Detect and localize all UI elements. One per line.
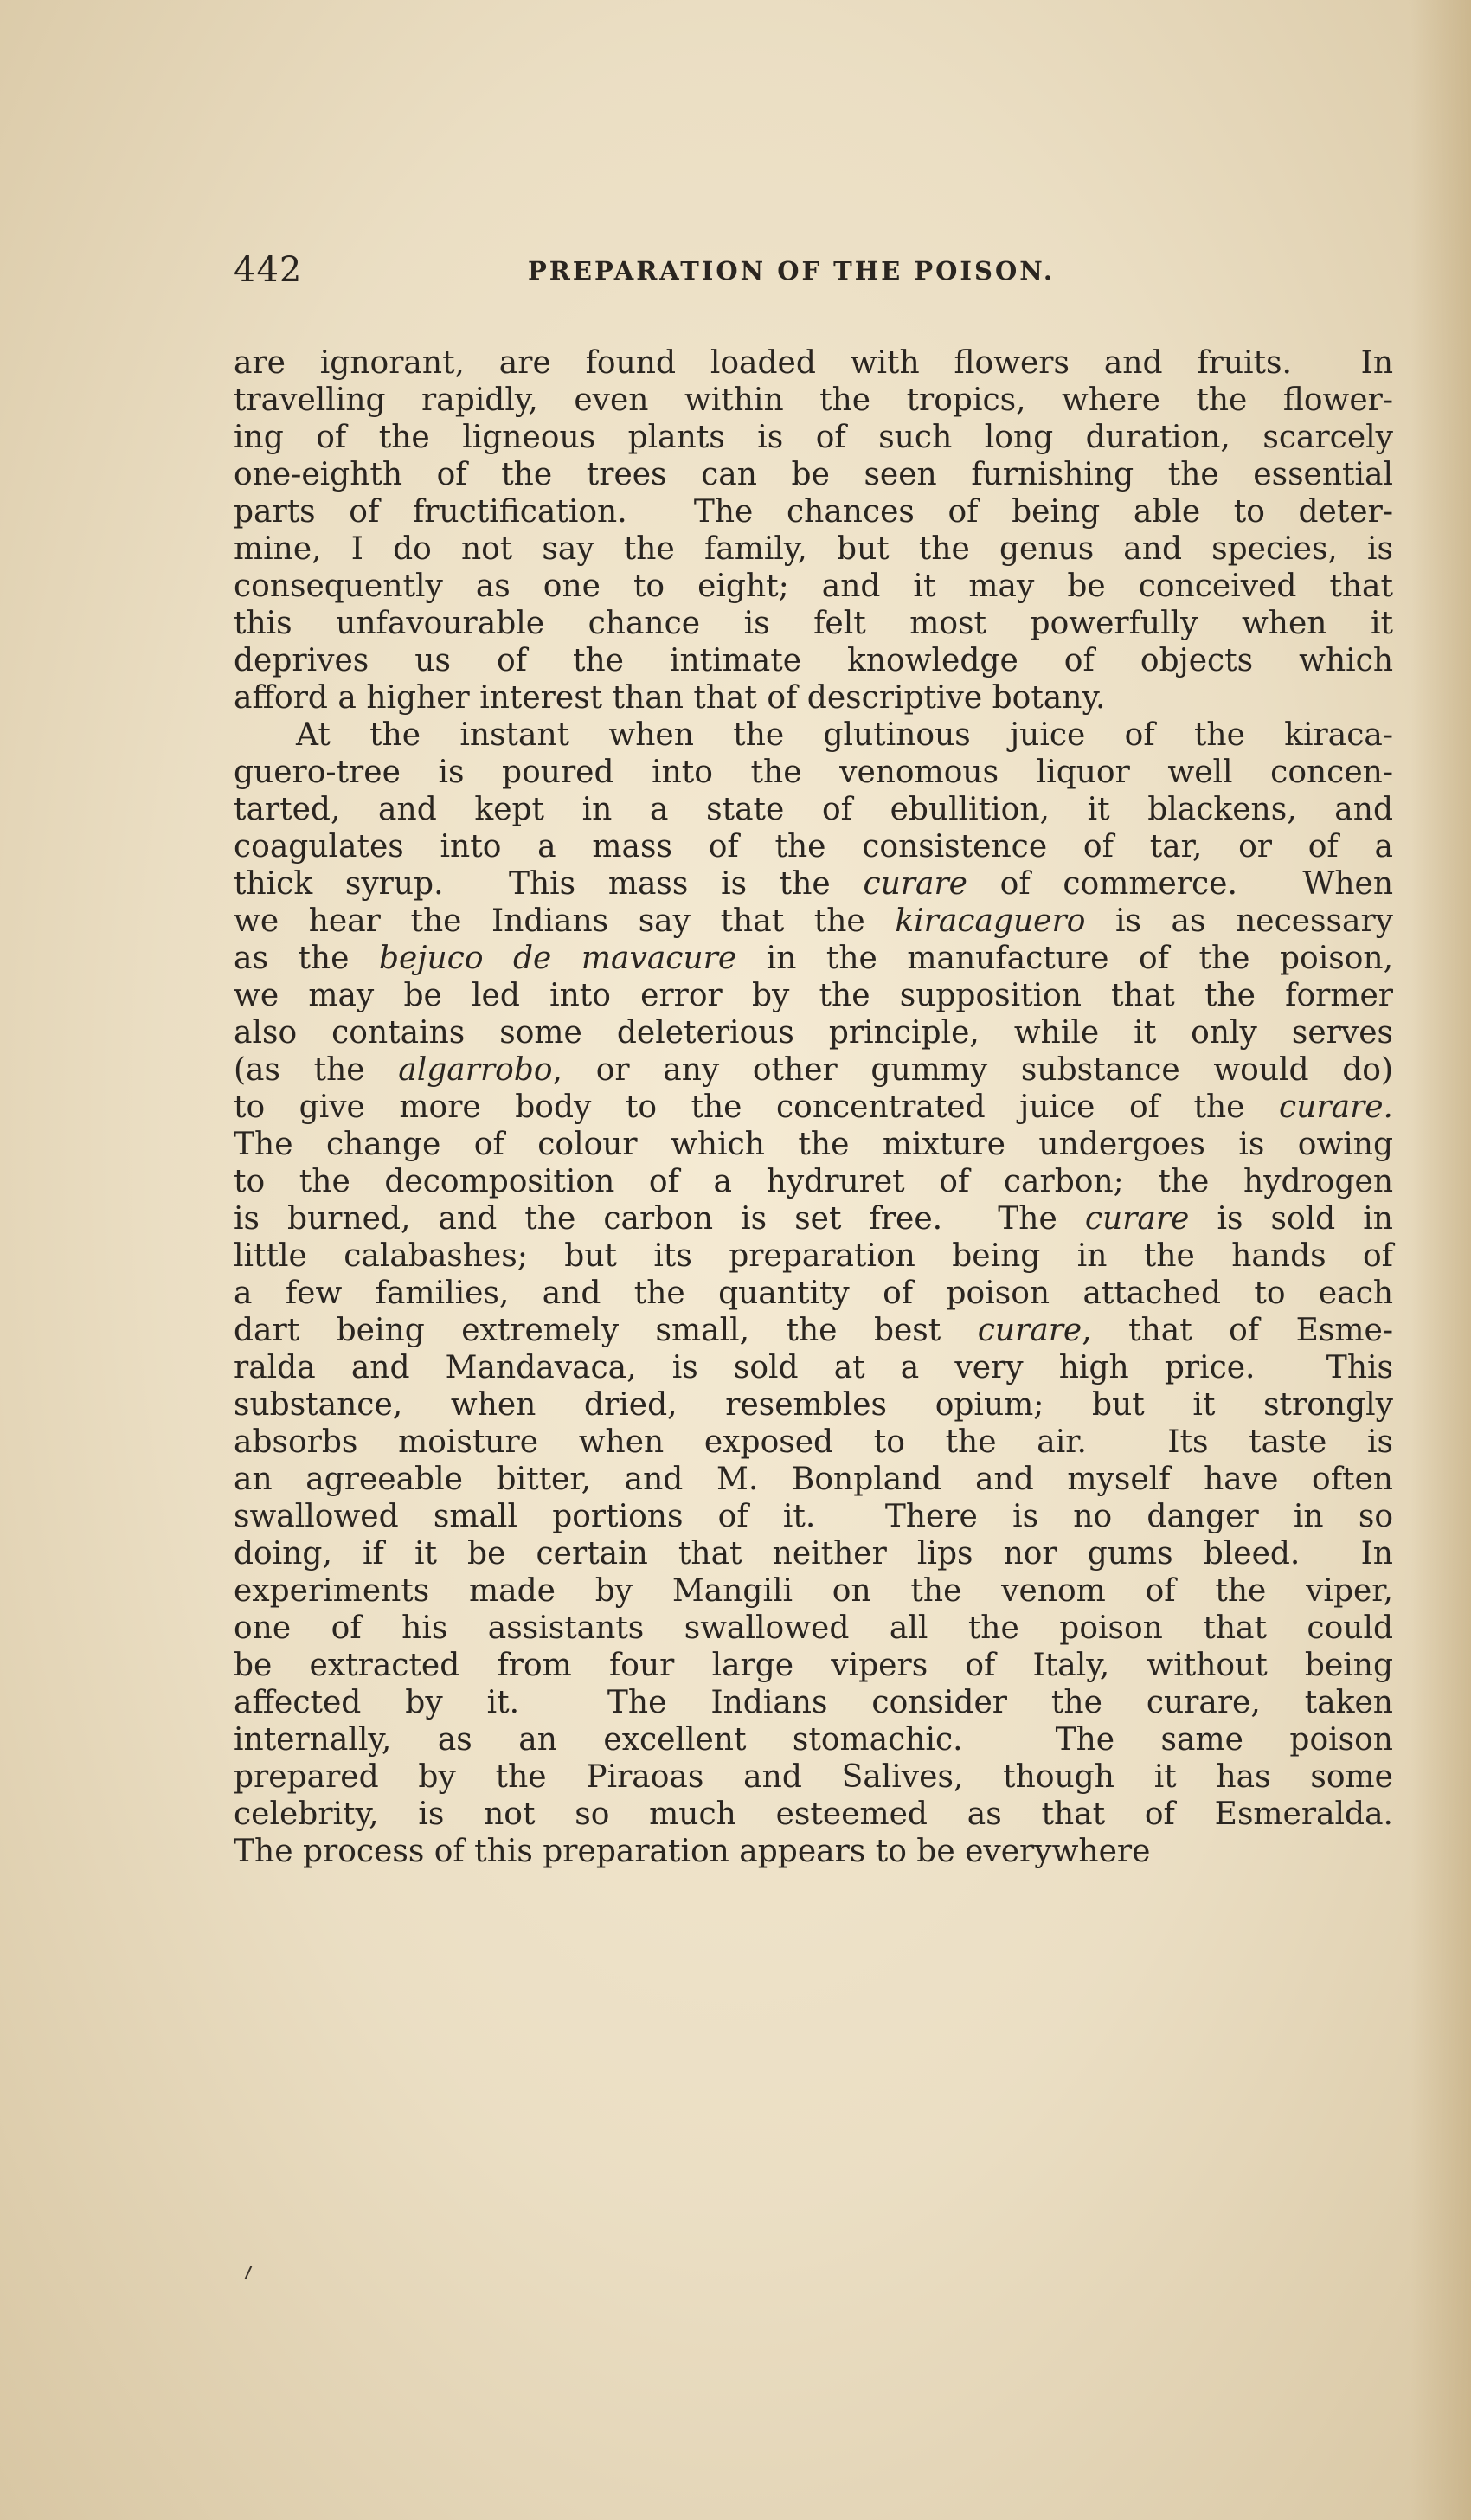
page-number: 442 <box>234 250 303 290</box>
text-segment: travelling rapidly, even within the tropics, where the flower- <box>234 382 1393 418</box>
text-line <box>234 1275 1393 1312</box>
text-line <box>234 1684 1393 1721</box>
text-line <box>234 1089 1393 1126</box>
text-line <box>234 977 1393 1014</box>
text-segment: a few families, and the quantity of poison attached to each <box>234 1276 1393 1311</box>
text-segment: tarted, and kept in a state of ebullition, it blackens, and <box>234 792 1393 827</box>
text-segment: substance, when dried, resembles opium; but it strongly <box>234 1387 1393 1423</box>
text-segment: is sold in <box>1189 1201 1393 1237</box>
text-line <box>234 1163 1393 1200</box>
text-segment: we hear the Indians say that the <box>234 903 896 939</box>
text-segment: The process of this preparation appears to be everywhere <box>234 1834 1151 1869</box>
text-segment: parts of fructification. The chances of being able to deter- <box>234 494 1393 530</box>
text-line <box>234 903 1393 940</box>
text-line <box>234 568 1393 605</box>
text-line <box>234 1051 1393 1089</box>
text-line <box>234 717 1393 754</box>
text-line <box>234 791 1393 828</box>
text-segment: to give more body to the concentrated juice of the <box>234 1090 1280 1125</box>
italic-text: curare <box>977 1313 1082 1348</box>
text-segment: little calabashes; but its preparation being in the hands of <box>234 1238 1393 1274</box>
text-line <box>234 1535 1393 1572</box>
text-line <box>234 754 1393 791</box>
text-line <box>234 865 1393 903</box>
text-line <box>234 1572 1393 1610</box>
text-line <box>234 1461 1393 1498</box>
running-head <box>234 244 1393 296</box>
text-segment: dart being extremely small, the best <box>234 1313 978 1348</box>
text-line <box>234 1610 1393 1647</box>
text-segment: prepared by the Piraoas and Salives, though it has some <box>234 1759 1393 1795</box>
text-segment: are ignorant, are found loaded with flowers and fruits. In <box>234 345 1393 381</box>
text-line <box>234 419 1393 456</box>
text-segment: internally, as an excellent stomachic. The same poison <box>234 1722 1393 1758</box>
text-segment: , that of Esme- <box>1082 1313 1393 1348</box>
text-segment: ing of the ligneous plants is of such long duration, scarcely <box>234 420 1393 455</box>
text-segment: , or any other gummy substance would do) <box>552 1052 1394 1088</box>
text-segment: be extracted from four large vipers of Italy, without being <box>234 1648 1393 1683</box>
text-segment: also contains some deleterious principle, while it only serves <box>234 1015 1393 1051</box>
text-segment: as the <box>234 941 379 976</box>
italic-text: algarrobo <box>398 1052 553 1088</box>
text-segment: doing, if it be certain that neither lips nor gums bleed. In <box>234 1536 1393 1572</box>
text-segment: affected by it. The Indians consider the curare, taken <box>234 1685 1393 1720</box>
text-segment: mine, I do not say the family, but the genus and species, is <box>234 531 1393 567</box>
text-segment: of commerce. When <box>967 866 1394 902</box>
page-edge-shadow <box>1410 0 1471 2520</box>
text-line <box>234 1833 1393 1870</box>
text-segment: an agreeable bitter, and M. Bonpland and myself have often <box>234 1462 1393 1497</box>
text-segment: one-eighth of the trees can be seen furnishing the essential <box>234 457 1393 492</box>
text-line <box>234 1758 1393 1796</box>
text-segment: ralda and Mandavaca, is sold at a very high price. This <box>234 1350 1393 1385</box>
text-segment: The change of colour which the mixture undergoes is owing <box>234 1127 1393 1162</box>
italic-text: curare <box>863 866 967 902</box>
text-segment: coagulates into a mass of the consistence of tar, or of a <box>234 829 1393 865</box>
text-line <box>234 1238 1393 1275</box>
text-segment: swallowed small portions of it. There is no danger in so <box>234 1499 1393 1534</box>
text-line <box>234 1424 1393 1461</box>
text-segment: consequently as one to eight; and it may be conceived that <box>234 569 1393 604</box>
text-line <box>234 605 1393 642</box>
text-line <box>234 1796 1393 1833</box>
paragraph <box>234 717 1393 1870</box>
text-segment: in the manufacture of the poison, <box>736 941 1394 976</box>
paragraph <box>234 344 1393 717</box>
text-line <box>234 1126 1393 1163</box>
text-segment: afford a higher interest than that of descriptive botany. <box>234 680 1106 716</box>
text-line <box>234 493 1393 530</box>
text-line <box>234 1349 1393 1386</box>
text-segment: one of his assistants swallowed all the poison that could <box>234 1610 1393 1646</box>
running-title: PREPARATION OF THE POISON. <box>528 256 1055 286</box>
stray-ink-mark <box>245 2266 253 2279</box>
text-segment: is burned, and the carbon is set free. The <box>234 1201 1085 1237</box>
text-segment: thick syrup. This mass is the <box>234 866 864 902</box>
text-line <box>234 382 1393 419</box>
text-line <box>234 1498 1393 1535</box>
text-line <box>234 1721 1393 1758</box>
text-line <box>234 456 1393 493</box>
italic-text: curare <box>1084 1201 1190 1237</box>
text-line <box>234 344 1393 382</box>
text-line <box>234 530 1393 568</box>
text-line <box>234 642 1393 679</box>
text-segment: At the instant when the glutinous juice of the kiraca- <box>296 717 1393 753</box>
text-line <box>234 1386 1393 1424</box>
text-line <box>234 1647 1393 1684</box>
text-segment: absorbs moisture when exposed to the air. Its taste is <box>234 1424 1393 1460</box>
text-segment: guero-tree is poured into the venomous liquor well concen- <box>234 755 1393 790</box>
text-line <box>234 940 1393 977</box>
italic-text: curare. <box>1279 1090 1393 1125</box>
text-segment: (as the <box>234 1052 399 1088</box>
text-segment: we may be led into error by the supposition that the former <box>234 978 1393 1013</box>
text-segment: this unfavourable chance is felt most powerfully when it <box>234 606 1393 641</box>
text-segment: to the decomposition of a hydruret of carbon; the hydrogen <box>234 1164 1393 1199</box>
text-segment: experiments made by Mangili on the venom of the viper, <box>234 1573 1393 1609</box>
italic-text: kiracaguero <box>895 903 1086 939</box>
text-segment: deprives us of the intimate knowledge of objects which <box>234 643 1393 678</box>
text-line <box>234 828 1393 865</box>
text-line <box>234 679 1393 717</box>
text-line <box>234 1312 1393 1349</box>
text-segment: is as necessary <box>1085 903 1394 939</box>
text-line <box>234 1200 1393 1238</box>
body-text <box>234 344 1393 1870</box>
text-segment: celebrity, is not so much esteemed as that of Esmeralda. <box>234 1797 1393 1832</box>
text-line <box>234 1014 1393 1051</box>
italic-text: bejuco de mavacure <box>378 941 737 976</box>
